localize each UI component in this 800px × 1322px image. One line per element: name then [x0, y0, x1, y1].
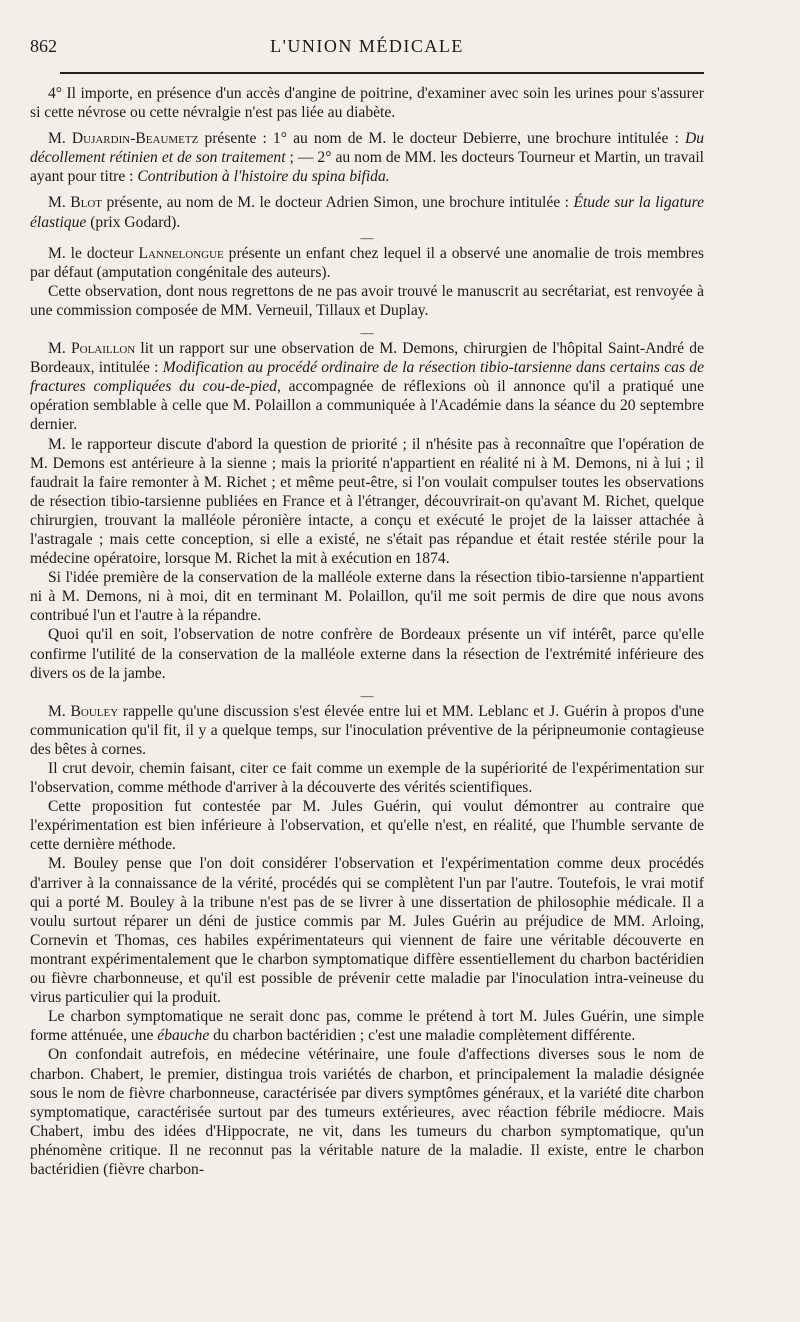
running-title: L'UNION MÉDICALE — [270, 36, 464, 56]
paragraph — [30, 797, 704, 854]
italic-text: Étude sur la ligature élastique — [30, 194, 705, 231]
section-separator: — — [360, 687, 374, 703]
text-run: lit un rapport sur une observation de M. Demons, chirurgien de l'hôpital Saint-André de Bordeaux, intitulée : — [30, 340, 704, 377]
text-run: du charbon bactéridien ; c'est une maladie complètement différente. — [209, 1027, 636, 1045]
text-run: Le charbon symptomatique ne serait donc pas, comme le prétend à tort M. Jules Guérin, une simple forme atténuée, une — [30, 1008, 704, 1045]
speaker-name: Lannelongue — [138, 244, 224, 262]
text-run: (prix Godard). — [86, 213, 181, 231]
paragraph — [30, 129, 704, 186]
paragraph — [30, 1007, 704, 1045]
section-separator: — — [360, 325, 374, 341]
section-separator: — — [360, 229, 374, 245]
italic-text: Contribution à l'histoire du spina bifida. — [137, 168, 390, 186]
paragraph — [30, 1045, 704, 1179]
speaker-name: Dujardin-Beaumetz — [71, 130, 199, 148]
article-body — [30, 84, 704, 1179]
text-run: Cette proposition fut contestée par M. Jules Guérin, qui voulut démontrer au contraire que l'expérimentation est bien inférieure à l'observation, et qu'elle n'est, en réalité, que l'humble servante de cette dernière méthode. — [30, 798, 704, 854]
paragraph — [30, 435, 704, 569]
paragraph — [30, 702, 704, 759]
text-run: ; — 2° au nom de MM. les docteurs Tourneur et Martin, un travail ayant pour titre : — [30, 149, 704, 186]
paragraph — [30, 854, 704, 1007]
italic-text: Modification au procédé ordinaire de la résection tibio-tarsienne dans certains cas de fractures compliquées du cou-de-pied — [30, 359, 704, 396]
page-number: 862 — [30, 36, 57, 56]
text-run: présente un enfant chez lequel il a observé une anomalie de trois membres par défaut (amputation congénitale des auteurs). — [30, 244, 704, 281]
text-run: M. — [48, 702, 71, 720]
paragraph — [30, 759, 704, 797]
speaker-name: Bouley — [70, 702, 119, 720]
paragraph — [30, 282, 704, 320]
text-run: M. le docteur — [48, 244, 139, 262]
text-run: M. Bouley pense que l'on doit considérer l'observation et l'expérimentation comme deux procédés d'arriver à la connaissance de la vérité, procédés qui se complètent l'un par l'autre. Toutefois, le vrai motif qui a porté M. Bouley à la tribune n'est pas de se livrer à une dissertation de philosophie médicale. Il a voulu surtout réparer un déni de justice commis par M. Jules Guérin au préjudice de MM. Arloing, Cornevin et Thomas, ces habiles expérimentateurs qui viennent de faire une véritable découverte en montrant expérimentalement que le charbon symptomatique diffère essentiellement du charbon bactéridien ou fièvre charbonneuse, et qu'il est possible de prévenir cette maladie par l'inoculation intra-veineuse du virus particulier qui la produit. — [30, 855, 704, 1007]
text-run: M. — [48, 340, 71, 358]
paragraph — [30, 568, 704, 625]
text-run: Il crut devoir, chemin faisant, citer ce fait comme un exemple de la supériorité de l'expérimentation sur l'observation, comme méthode d'arriver à la découverte des vérités scientifiques. — [30, 760, 704, 797]
italic-text: Du décollement rétinien et de son traitement — [30, 130, 704, 167]
paragraph — [30, 193, 704, 231]
speaker-name: Polaillon — [70, 340, 136, 358]
text-run: Quoi qu'il en soit, l'observation de notre confrère de Bordeaux présente un vif intérêt, parce qu'elle confirme l'utilité de la conservation de la malléole externe dans la résection de l'extrémité inférieure des divers os de la jambe. — [30, 626, 704, 682]
page-header — [30, 36, 704, 64]
text-run: On confondait autrefois, en médecine vétérinaire, une foule d'affections diverses sous le nom de charbon. Chabert, le premier, distingua trois variétés de charbon, et principalement la maladie désignée sous le nom de fièvre charbonneuse, caractérisée par divers symptômes généraux, et la variété dite charbon symptomatique, caractérisée surtout par des tumeurs extérieures, avec réaction fébrile médiocre. Mais Chabert, imbu des idées d'Hippocrate, ne vit, dans les tumeurs du charbon symptomatique, qu'un phénomène critique. Il ne reconnut pas la véritable nature de la maladie. Il existe, entre le charbon bactéridien (fièvre charbon- — [30, 1046, 704, 1178]
text-run: rappelle qu'une discussion s'est élevée entre lui et MM. Leblanc et J. Guérin à propos d'une communication qu'il fit, il y a quelque temps, sur l'inoculation préventive de la péripneumonie contagieuse des bêtes à cornes. — [30, 702, 704, 758]
paragraph — [30, 244, 704, 282]
text-run: Si l'idée première de la conservation de la malléole externe dans la résection tibio-tarsienne n'appartient ni à M. Demons, ni à moi, dit en terminant M. Polaillon, qu'il me soit permis de dire que nous avons contribué l'un et l'autre à la répandre. — [30, 569, 704, 625]
paragraph — [30, 84, 704, 122]
text-run: présente : 1° au nom de M. le docteur Debierre, une brochure intitulée : — [198, 130, 685, 148]
text-run: M. le rapporteur discute d'abord la question de priorité ; il n'hésite pas à reconnaître que l'opération de M. Demons est antérieure à la sienne ; mais la priorité n'appartient en réalité ni à M. Demons, ni à lui ; il faudrait la faire remonter à M. Richet ; et même peut-être, si l'on voulait compulser toutes les observations de résection tibio-tarsienne publiées en France et à l'étranger, découvrirait-on qu'avant M. Richet, quelque chirurgien, trouvant la malléole péronière intacte, a conçu et exécuté le projet de la laisser attachée à l'astragale ; mais cette conception, si elle a existé, ne s'était pas répandue et était restée stérile pour la médecine opératoire, lorsque M. Richet la mit à exécution en 1874. — [30, 435, 704, 568]
text-run: Cette observation, dont nous regrettons de ne pas avoir trouvé le manuscrit au secrétariat, est renvoyée à une commission composée de MM. Verneuil, Tillaux et Duplay. — [30, 282, 704, 319]
italic-text: ébauche — [157, 1027, 210, 1045]
text-run: 4° Il importe, en présence d'un accès d'angine de poitrine, d'examiner avec soin les urines pour s'assurer si cette névrose ou cette névralgie n'est pas liée au diabète. — [30, 85, 704, 122]
text-run: M. — [48, 130, 72, 148]
header-rule — [60, 72, 704, 74]
text-run: présente, au nom de M. le docteur Adrien Simon, une brochure intitulée : — [102, 194, 574, 212]
text-run: , accompagnée de réflexions où il annonce qu'il a pratiqué une opération semblable à celle que M. Polaillon a communiquée à l'Académie dans la séance du 20 septembre dernier. — [30, 378, 704, 434]
paragraph — [30, 339, 704, 434]
text-run: M. — [48, 194, 71, 212]
speaker-name: Blot — [70, 194, 103, 212]
paragraph — [30, 625, 704, 682]
